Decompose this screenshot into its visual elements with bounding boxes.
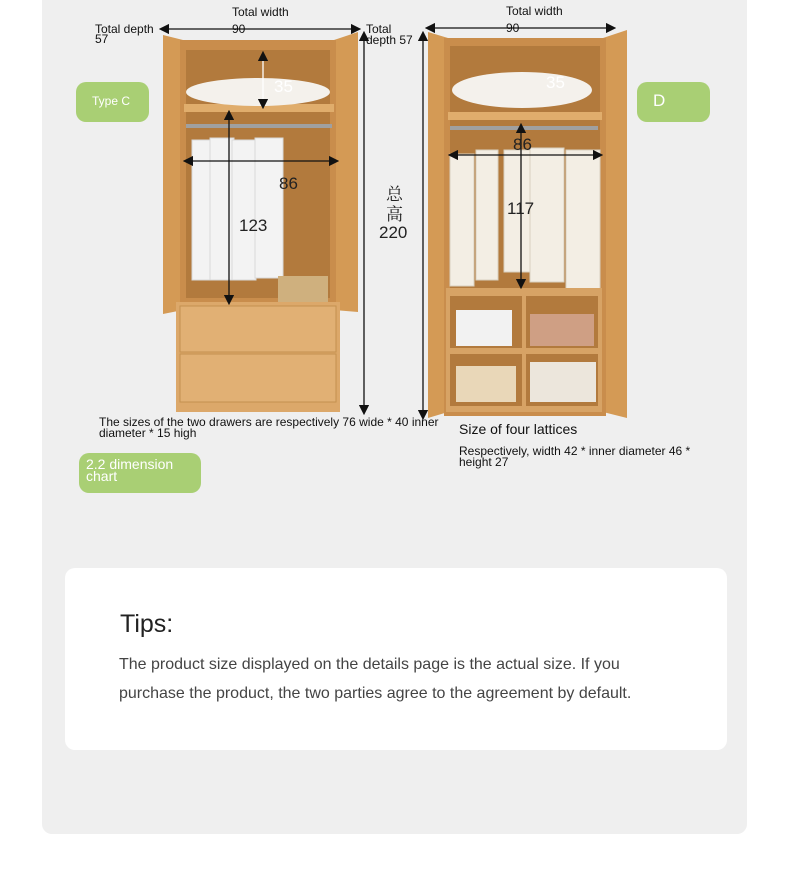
c-total-depth-value: 57 [95,32,109,46]
c-dim-top: 35 [274,77,293,96]
d-dim-hang-width: 86 [513,135,532,154]
tips-body: The product size displayed on the details page is the actual size. If you purchase the product, the two parties agree to the agreement by default. [119,656,632,702]
dimension-chart-badge: 2.2 dimension chart [79,453,201,493]
c-total-depth-label: Total depth [95,22,154,36]
c-total-width-value: 90 [232,22,246,36]
d-total-width-label: Total width [506,4,563,18]
wardrobe-d [423,28,627,418]
storage-box-d [456,310,512,346]
d-total-width-value: 90 [506,21,520,35]
height-value: 220 [379,223,408,242]
height-zh-2: 高 [386,205,403,224]
c-dim-hang-width: 86 [279,174,298,193]
c-dim-hang-height: 123 [239,216,268,235]
lattice-note: Respectively, width 42 * inner diameter 46 * height 27 [459,444,691,469]
drawer-note: The sizes of the two drawers are respectively 76 wide * 40 inner diameter * 15 high [99,415,439,440]
wardrobe-d-right-door [603,30,627,418]
c-total-width-label: Total width [232,5,289,19]
wardrobe-c-right-door [334,32,358,312]
shirts-c [192,138,283,280]
basket-c [278,276,328,302]
type-c-badge: Type C [76,82,149,122]
d-total-depth-label: Total depth 57 [366,22,413,47]
tips-card [65,568,727,750]
pillow-d [452,72,592,108]
tips-title: Tips: [120,610,174,638]
d-dim-hang-height: 117 [507,199,535,218]
pillow-c [186,78,330,106]
lattice-title: Size of four lattices [459,421,578,437]
height-zh-1: 总 [386,185,403,204]
d-dim-top: 35 [546,73,565,92]
type-d-badge: D [637,82,710,122]
